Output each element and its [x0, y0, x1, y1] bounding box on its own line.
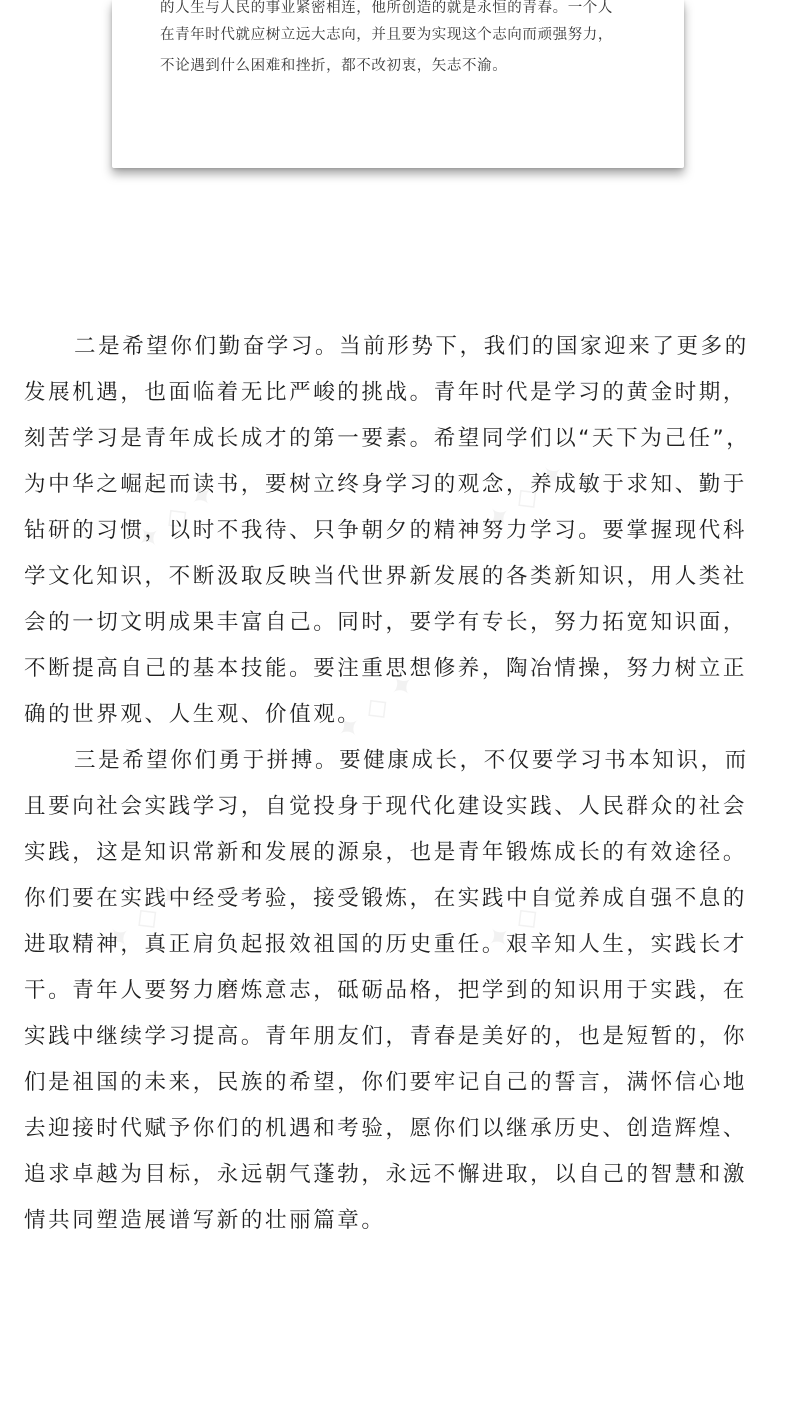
watermark-icon: ✦ ◇ ✦ — [329, 665, 424, 750]
paragraph-line: 实践中继续学习提高。青年朋友们，青春是美好的，也是短暂的，你 — [24, 1024, 748, 1049]
card-text-line: 不论遇到什么困难和挫折，都不改初衷，矢志不渝。 — [160, 58, 508, 74]
paragraph-line: 们是祖国的未来，民族的希望，你们要牢记自己的誓言，满怀信心地 — [24, 1070, 748, 1095]
card-text-line: 在青年时代就应树立远大志向，并且要为实现这个志向而顽强努力， — [160, 27, 613, 43]
card-text-line: 的人生与人民的事业紧密相连，他所创造的就是永恒的青春。一个人 — [160, 0, 613, 16]
watermark-icon: ✦ ◇ ✦ — [99, 875, 194, 960]
watermark-icon: ✦ ◇ ✦ — [129, 475, 224, 560]
paragraph-line: 为中华之崛起而读书，要树立终身学习的观念，养成敏于求知、勤于 — [24, 472, 748, 497]
paragraph-line: 二是希望你们勤奋学习。当前形势下，我们的国家迎来了更多的 — [74, 334, 749, 359]
paragraph-line: 刻苦学习是青年成长成才的第一要素。希望同学们以“天下为己任”， — [24, 426, 751, 451]
watermark-icon: ✦ ◇ ✦ — [479, 455, 574, 540]
paragraph-line: 确的世界观、人生观、价值观。 — [24, 702, 362, 727]
watermark-icon: ✦ ◇ ✦ — [479, 875, 574, 960]
paragraph-line: 三是希望你们勇于拼搏。要健康成长，不仅要学习书本知识，而 — [74, 748, 749, 773]
paragraph-line: 情共同塑造展谱写新的壮丽篇章。 — [24, 1208, 386, 1233]
paragraph-line: 你们要在实践中经受考验，接受锻炼，在实践中自觉养成自强不息的 — [24, 886, 748, 911]
paragraph-line: 不断提高自己的基本技能。要注重思想修养，陶冶情操，努力树立正 — [24, 656, 748, 681]
paragraph-line: 去迎接时代赋予你们的机遇和考验，愿你们以继承历史、创造辉煌、 — [24, 1116, 748, 1141]
paragraph-line: 追求卓越为目标，永远朝气蓬勃，永远不懈进取，以自己的智慧和激 — [24, 1162, 748, 1187]
paragraph-line: 进取精神，真正肩负起报效祖国的历史重任。艰辛知人生，实践长才 — [24, 932, 748, 957]
paragraph-line: 钻研的习惯，以时不我待、只争朝夕的精神努力学习。要掌握现代科 — [24, 518, 748, 543]
paragraph-line: 发展机遇，也面临着无比严峻的挑战。青年时代是学习的黄金时期， — [24, 380, 748, 405]
paragraph-line: 学文化知识，不断汲取反映当代世界新发展的各类新知识，用人类社 — [24, 564, 748, 589]
paragraph-line: 干。青年人要努力磨炼意志，砥砺品格，把学到的知识用于实践，在 — [24, 978, 748, 1003]
paragraph-line: 且要向社会实践学习，自觉投身于现代化建设实践、人民群众的社会 — [24, 794, 748, 819]
paragraph-line: 实践，这是知识常新和发展的源泉，也是青年锻炼成长的有效途径。 — [24, 840, 748, 865]
document-page-card — [112, 0, 684, 168]
paragraph-line: 会的一切文明成果丰富自己。同时，要学有专长，努力拓宽知识面， — [24, 610, 748, 635]
